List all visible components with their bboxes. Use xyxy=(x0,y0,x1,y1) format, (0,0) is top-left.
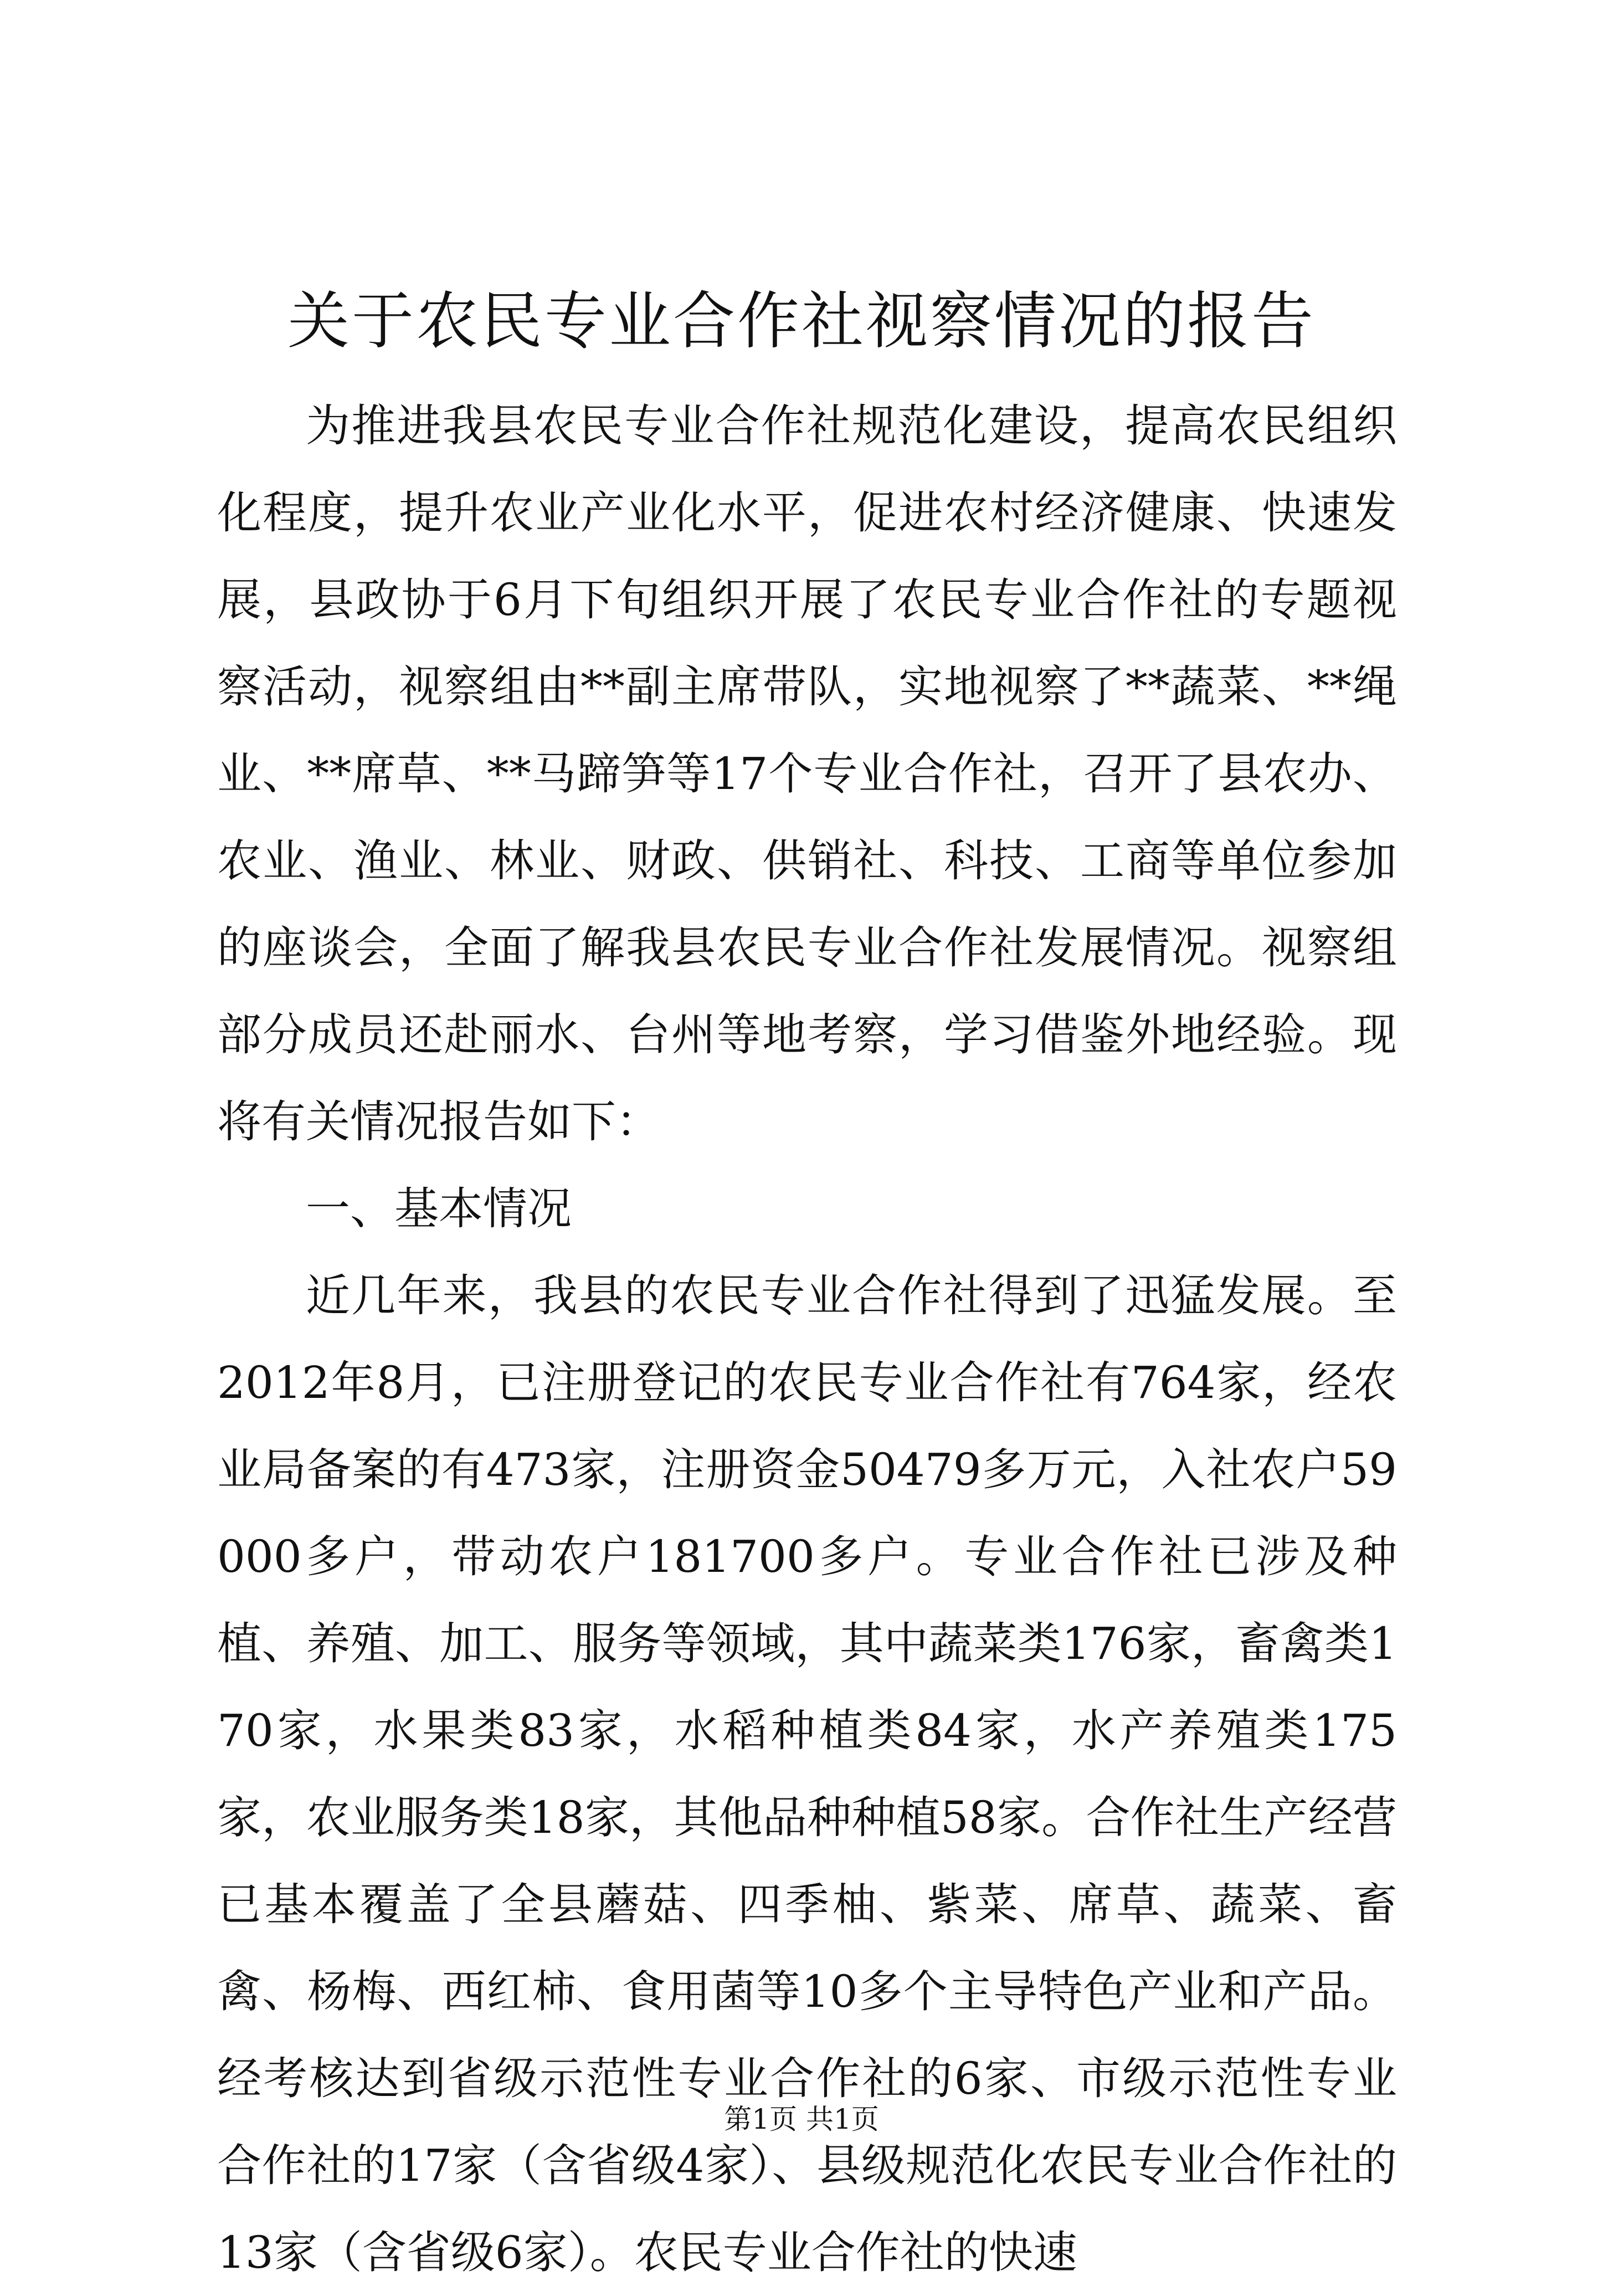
document-body xyxy=(217,382,1397,2296)
section-heading-basic-situation: 一、基本情况 xyxy=(306,1183,572,1234)
intro-paragraph: 为推进我县农民专业合作社规范化建设，提高农民组织化程度，提升农业产业化水平，促进农村经济健康、快速发展，县政协于6月下旬组织开展了农民专业合作社的专题视察活动，视察组由**副主席带队，实地视察了**蔬菜、**绳业、**席草、**马蹄笋等17个专业合作社，召开了县农办、农业、渔业、林业、财政、供销社、科技、工商等单位参加的座谈会，全面了解我县农民专业合作社发展情况。视察组部分成员还赴丽水、台州等地考察，学习借鉴外地经验。现将有关情况报告如下： xyxy=(217,400,1397,1147)
document-title: 关于农民专业合作社视察情况的报告 xyxy=(287,285,1316,357)
basic-situation-paragraph: 近几年来，我县的农民专业合作社得到了迅猛发展。至2012年8月，已注册登记的农民专业合作社有764家，经农业局备案的有473家，注册资金50479多万元，入社农户59000多户，带动农户181700多户。专业合作社已涉及种植、养殖、加工、服务等领域，其中蔬菜类176家，畜禽类170家，水果类83家，水稻种植类84家，水产养殖类175家，农业服务类18家，其他品种种植58家。合作社生产经营已基本覆盖了全县蘑菇、四季柚、紫菜、席草、蔬菜、畜禽、杨梅、西红柿、食用菌等10多个主导特色产业和产品。经考核达到省级示范性专业合作社的6家、市级示范性专业合作社的17家（含省级4家）、县级规范化农民专业合作社的13家（含省级6家）。农民专业合作社的快速 xyxy=(217,1270,1397,2278)
page-number-footer: 第1页 共1页 xyxy=(724,2103,879,2135)
